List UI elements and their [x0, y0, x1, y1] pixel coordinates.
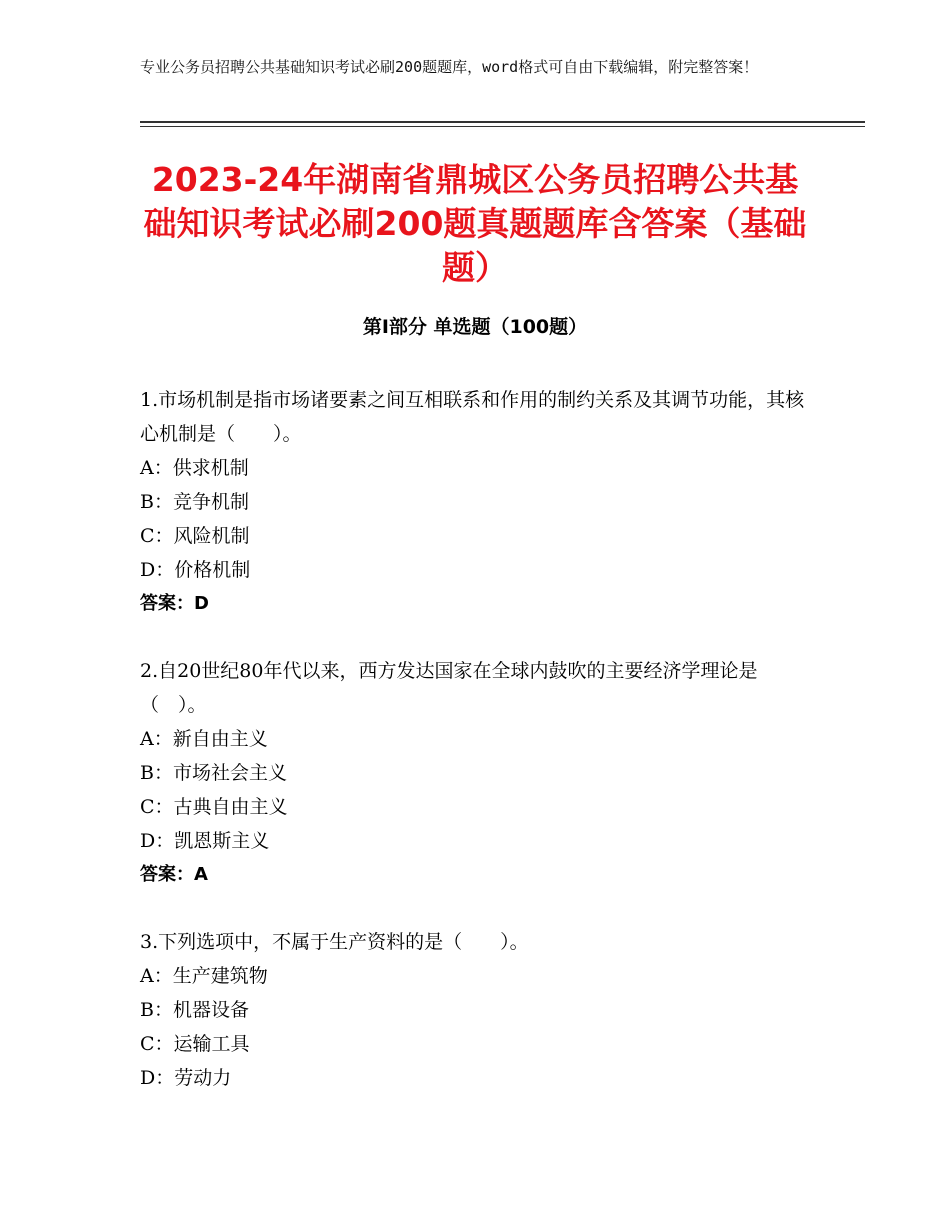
option-a: A：新自由主义 [140, 728, 268, 750]
option-d: D：劳动力 [140, 1067, 232, 1089]
question-list [140, 383, 820, 1128]
option-a: A：生产建筑物 [140, 965, 268, 987]
option-b: B：机器设备 [140, 999, 249, 1021]
option-c: C：古典自由主义 [140, 796, 288, 818]
document-title: 2023-24年湖南省鼎城区公务员招聘公共基础知识考试必刷200题真题题库含答案（基础题） [143, 160, 807, 287]
answer: 答案：A [140, 864, 208, 885]
answer: 答案：D [140, 593, 209, 614]
header-divider-thick [140, 121, 865, 123]
question-stem: 1.市场机制是指市场诸要素之间互相联系和作用的制约关系及其调节功能，其核心机制是（ ）。 [140, 389, 805, 445]
option-c: C：运输工具 [140, 1033, 250, 1055]
question-stem: 3.下列选项中，不属于生产资料的是（ ）。 [140, 931, 529, 953]
question-1 [140, 383, 820, 621]
option-d: D：价格机制 [140, 559, 251, 581]
header-note: 专业公务员招聘公共基础知识考试必刷200题题库，word格式可自由下载编辑，附完整答案！ [140, 58, 759, 76]
section-title: 第Ⅰ部分 单选题（100题） [362, 316, 588, 338]
option-d: D：凯恩斯主义 [140, 830, 270, 852]
option-b: B：市场社会主义 [140, 762, 287, 784]
question-2 [140, 654, 820, 892]
header-divider-thin [140, 126, 865, 127]
question-3 [140, 925, 820, 1095]
option-c: C：风险机制 [140, 525, 250, 547]
option-b: B：竞争机制 [140, 491, 249, 513]
option-a: A：供求机制 [140, 457, 249, 479]
question-stem: 2.自20世纪80年代以来，西方发达国家在全球内鼓吹的主要经济学理论是（ ）。 [140, 660, 758, 716]
